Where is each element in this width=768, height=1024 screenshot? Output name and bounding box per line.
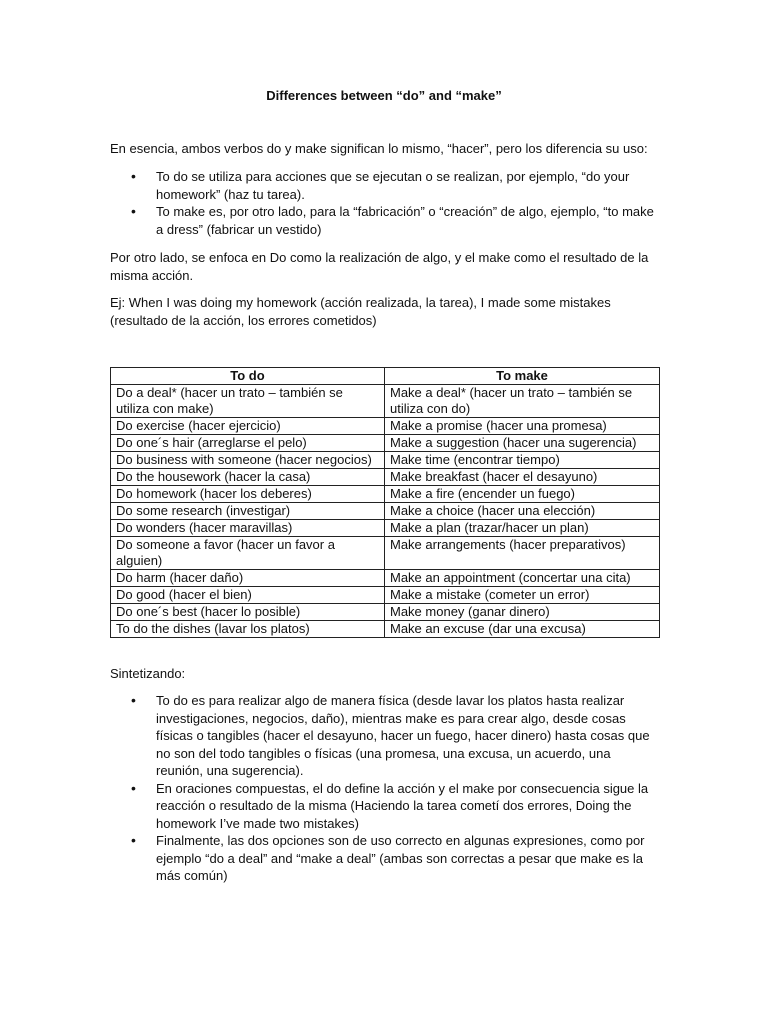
table-cell: Make an appointment (concertar una cita) [385,570,660,587]
table-cell: Make time (encontrar tiempo) [385,452,660,469]
table-cell: Make money (ganar dinero) [385,604,660,621]
table-cell: Do exercise (hacer ejercicio) [111,418,385,435]
usage-bullet-list [110,168,658,238]
table-row [111,435,660,452]
table-cell: Do someone a favor (hacer un favor a alguien) [111,537,385,570]
do-make-table [110,367,660,638]
table-cell: Make a fire (encender un fuego) [385,486,660,503]
summary-label: Sintetizando: [110,666,186,681]
table-cell: Make an excuse (dar una excusa) [385,621,660,638]
table-header-row [111,368,660,385]
table-cell: Do harm (hacer daño) [111,570,385,587]
table-row [111,503,660,520]
table-row [111,604,660,621]
document-title: Differences between “do” and “make” [266,88,502,103]
table-cell: Make a choice (hacer una elección) [385,503,660,520]
table-row [111,469,660,486]
list-item: • To do es para realizar algo de manera física (desde lavar los platos hasta realizar investigaciones, negocios, daño), mientras make es para crear algo, desde cosas físicas o tangibles (hacer el desayuno, hacer un fuego, hacer dinero) hasta cosas que no son del todo tangibles o físicas (una promesa, una excusa, un acuerdo, una reunión, una sugerencia). [110,692,658,780]
table-cell: Make breakfast (hacer el desayuno) [385,469,660,486]
table-row [111,452,660,469]
summary-bullet-list [110,692,658,885]
table-cell: Make a mistake (cometer un error) [385,587,660,604]
table-cell: Make a plan (trazar/hacer un plan) [385,520,660,537]
example-paragraph: Ej: When I was doing my homework (acción realizada, la tarea), I made some mistakes (resultado de la acción, los errores cometidos) [110,295,611,328]
table-cell: Make a suggestion (hacer una sugerencia) [385,435,660,452]
table-cell: Do good (hacer el bien) [111,587,385,604]
table-cell: Make a deal* (hacer un trato – también se utiliza con do) [385,385,660,418]
focus-paragraph: Por otro lado, se enfoca en Do como la realización de algo, y el make como el resultado de la misma acción. [110,250,649,283]
table-cell: Do one´s best (hacer lo posible) [111,604,385,621]
table-cell: Do business with someone (hacer negocios) [111,452,385,469]
table-row [111,537,660,570]
table-cell: Do the housework (hacer la casa) [111,469,385,486]
table-cell: Make arrangements (hacer preparativos) [385,537,660,570]
table-cell: Do homework (hacer los deberes) [111,486,385,503]
list-item: • To do se utiliza para acciones que se ejecutan o se realizan, por ejemplo, “do your homework” (haz tu tarea). [110,168,658,203]
table-cell: Do wonders (hacer maravillas) [111,520,385,537]
table-cell: Do a deal* (hacer un trato – también se utiliza con make) [111,385,385,418]
table-row [111,570,660,587]
table-row [111,385,660,418]
table-row [111,418,660,435]
column-header-to-do: To do [111,368,385,385]
column-header-to-make: To make [385,368,660,385]
table-cell: To do the dishes (lavar los platos) [111,621,385,638]
list-item: • Finalmente, las dos opciones son de uso correcto en algunas expresiones, como por ejemplo “do a deal” and “make a deal” (ambas son correctas a pesar que make es la más común) [110,832,658,885]
intro-paragraph: En esencia, ambos verbos do y make significan lo mismo, “hacer”, pero los diferencia su uso: [110,141,648,156]
list-item: • To make es, por otro lado, para la “fabricación” o “creación” de algo, ejemplo, “to make a dress” (fabricar un vestido) [110,203,658,238]
table-row [111,621,660,638]
list-item: • En oraciones compuestas, el do define la acción y el make por consecuencia sigue la reacción o resultado de la misma (Haciendo la tarea cometí dos errores, Doing the homework I’ve made two mistakes) [110,780,658,833]
table-row [111,520,660,537]
table-cell: Make a promise (hacer una promesa) [385,418,660,435]
table-cell: Do some research (investigar) [111,503,385,520]
table-row [111,587,660,604]
table-cell: Do one´s hair (arreglarse el pelo) [111,435,385,452]
table-row [111,486,660,503]
